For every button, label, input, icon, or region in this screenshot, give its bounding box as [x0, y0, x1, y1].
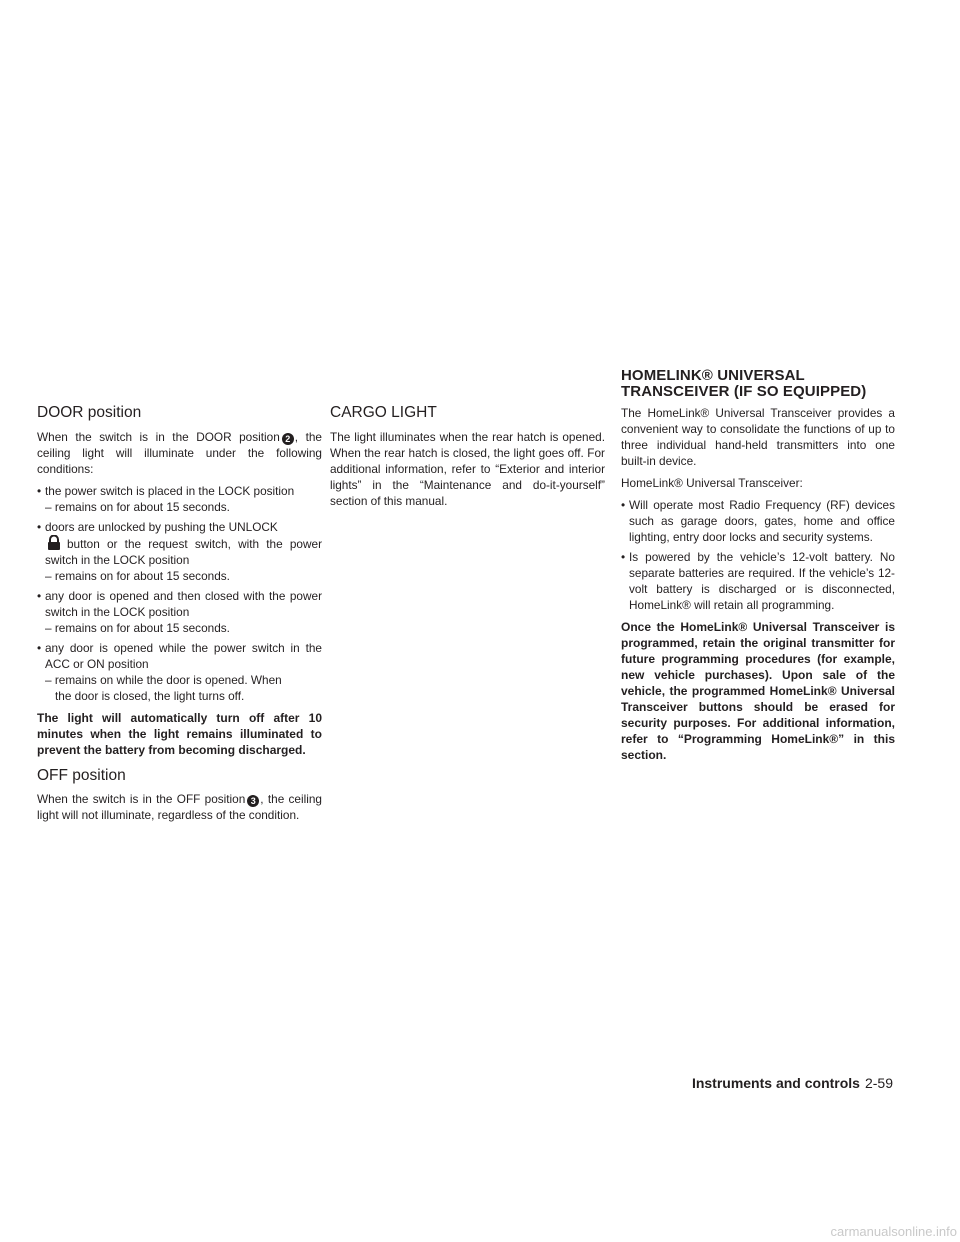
door-position-heading: DOOR position [37, 404, 142, 421]
column-right [621, 360, 895, 769]
homelink-note: Once the HomeLink® Universal Transceiver is programmed, retain the original transmitter for future programming procedures (for example, new vehicle purchases). Upon sale of the vehicle, the programmed HomeLink® Universal Transceiver buttons should be erased for security purposes. For additional information, refer to “Programming HomeLink®” in this section. [621, 620, 895, 762]
callout-3-icon: 3 [247, 795, 259, 807]
list-item: • any door is opened and then closed with the power switch in the LOCK position [37, 589, 322, 619]
bullet-icon: • [621, 550, 626, 564]
auto-off-note: The light will automatically turn off after 10 minutes when the light remains illuminated to prevent the battery from becoming discharged. [37, 711, 322, 757]
list-item: • the power switch is placed in the LOCK position [37, 484, 295, 498]
page-number: 2-59 [864, 1075, 893, 1091]
list-subitem: – remains on while the door is opened. When [45, 673, 282, 687]
lock-icon [45, 535, 63, 551]
list-subitem: the door is closed, the light turns off. [55, 689, 245, 703]
list-item: • any door is opened while the power switch in the ACC or ON position [37, 641, 322, 671]
homelink-list-label: HomeLink® Universal Transceiver: [621, 476, 803, 490]
list-subitem: – remains on for about 15 seconds. [45, 621, 230, 635]
bullet-icon: • [621, 498, 626, 512]
door-intro: When the switch is in the DOOR position 2 , the ceiling light will illuminate under the following conditions: [37, 430, 322, 476]
bullet-icon: • [37, 641, 42, 655]
watermark: carmanualsonline.info [830, 1224, 957, 1239]
callout-2-icon: 2 [282, 433, 294, 445]
off-text: When the switch is in the OFF position 3 , the ceiling light will not illuminate, regardless of the condition. [37, 792, 322, 822]
column-middle [330, 360, 605, 515]
off-position-heading: OFF position [37, 767, 126, 784]
bullet-icon: • [37, 589, 42, 603]
cargo-light-text: The light illuminates when the rear hatch is opened. When the rear hatch is closed, the light goes off. For additional information, refer to “Exterior and interior lights” in the “Maintenance and do-it-yourself” section of this manual. [330, 430, 605, 508]
footer-section: Instruments and controls [691, 1075, 860, 1091]
list-subitem: – remains on for about 15 seconds. [45, 569, 230, 583]
list-item: • doors are unlocked by pushing the UNLOCK [37, 520, 278, 534]
column-left [37, 360, 322, 829]
list-subitem: – remains on for about 15 seconds. [45, 500, 230, 514]
bullet-icon: • [37, 484, 42, 498]
page-footer [692, 1075, 893, 1091]
list-item: • Will operate most Radio Frequency (RF) devices such as garage doors, gates, home and office lighting, entry door locks and security systems. [621, 498, 895, 544]
cargo-light-heading: CARGO LIGHT [330, 404, 437, 421]
homelink-heading: HOMELINK® UNIVERSAL TRANSCEIVER (IF SO EQUIPPED) [621, 367, 867, 400]
list-item: • Is powered by the vehicle’s 12-volt battery. No separate batteries are required. If the vehicle’s 12-volt battery is discharged or is disconnected, HomeLink® will retain all programming. [621, 550, 895, 612]
bullet-icon: • [37, 520, 42, 534]
homelink-intro: The HomeLink® Universal Transceiver provides a convenient way to consolidate the functions of up to three individual hand-held transmitters into one built-in device. [621, 406, 895, 468]
list-item-continued: button or the request switch, with the power switch in the LOCK position [45, 537, 322, 567]
